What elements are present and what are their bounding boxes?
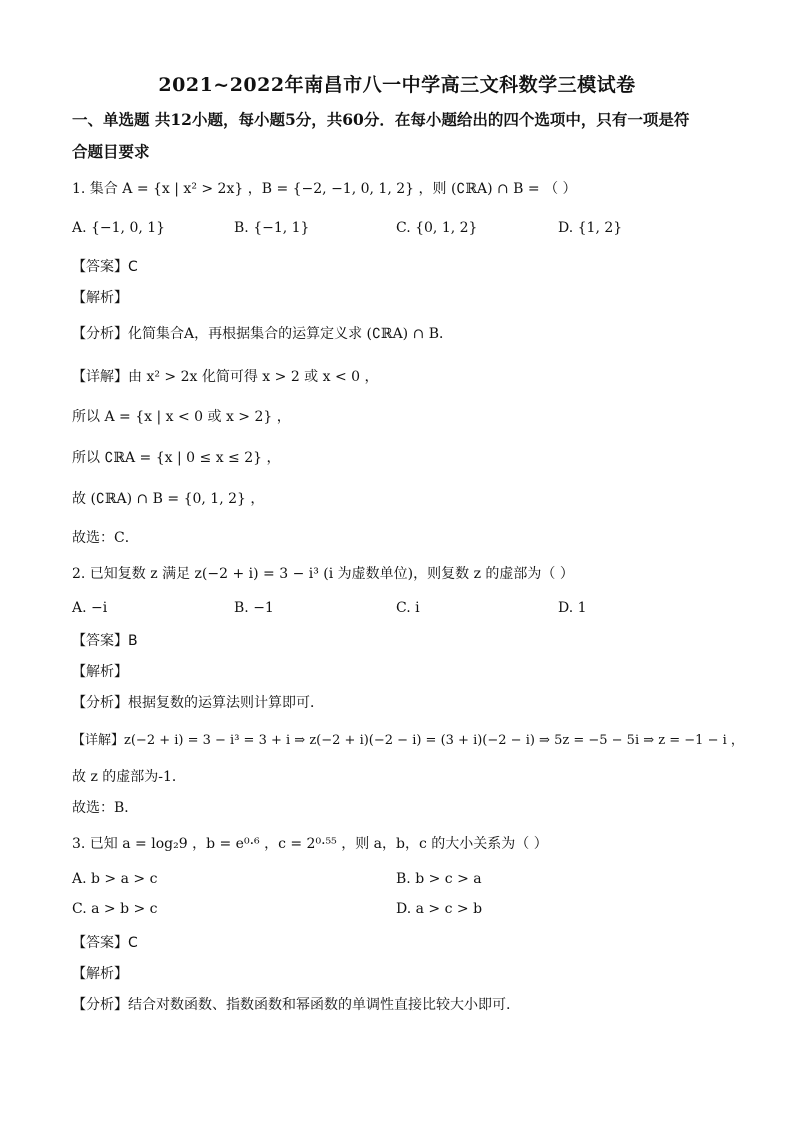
q1-option-c: C. {0, 1, 2} bbox=[396, 220, 478, 236]
q1-detail-3: 所以 ∁ℝA = {x | 0 ≤ x ≤ 2} ， bbox=[72, 450, 281, 466]
q3-analysis-label: 【解析】 bbox=[72, 966, 128, 982]
q2-detail-2: 故 z 的虚部为-1． bbox=[72, 769, 186, 785]
q1-stem: 1. 集合 A = {x | x² > 2x} ，B = {−2, −1, 0, 1, 2} ，则 (∁ℝA) ∩ B = （ ） bbox=[72, 181, 577, 197]
q2-fenxi: 【分析】根据复数的运算法则计算即可． bbox=[72, 695, 324, 711]
q1-detail-2: 所以 A = {x | x < 0 或 x > 2} ， bbox=[72, 409, 291, 425]
q3-option-d: D. a > c > b bbox=[396, 901, 483, 917]
q2-stem: 2. 已知复数 z 满足 z(−2 + i) = 3 − i³ (i 为虚数单位)，则复数 z 的虚部为（ ） bbox=[72, 566, 574, 582]
q3-stem: 3. 已知 a = log₂9 ，b = e⁰·⁶ ，c = 2⁰·⁵⁵ ，则 a，b，c 的大小关系为（ ） bbox=[72, 836, 548, 852]
q1-option-b: B. {−1, 1} bbox=[234, 220, 310, 236]
q2-analysis-label: 【解析】 bbox=[72, 664, 128, 680]
q2-option-c: C. i bbox=[396, 600, 420, 616]
q2-answer: 【答案】B bbox=[72, 633, 138, 649]
q3-answer: 【答案】C bbox=[72, 935, 138, 951]
q1-option-d: D. {1, 2} bbox=[558, 220, 623, 236]
q3-option-c: C. a > b > c bbox=[72, 901, 158, 917]
q1-option-a: A. {−1, 0, 1} bbox=[72, 220, 166, 236]
section-heading-line1: 一、单选题 共12小题，每小题5分，共60分．在每小题给出的四个选项中，只有一项是符 bbox=[72, 110, 690, 129]
q2-detail-3: 故选：B． bbox=[72, 800, 139, 816]
q3-option-b: B. b > c > a bbox=[396, 871, 482, 887]
q1-analysis-label: 【解析】 bbox=[72, 290, 128, 306]
q1-answer: 【答案】C bbox=[72, 259, 138, 275]
q1-fenxi: 【分析】化简集合A，再根据集合的运算定义求 (∁ℝA) ∩ B． bbox=[72, 326, 454, 342]
q3-option-a: A. b > a > c bbox=[72, 871, 158, 887]
q1-detail-1: 【详解】由 x² > 2x 化简可得 x > 2 或 x < 0 ， bbox=[72, 369, 379, 385]
q1-detail-5: 故选：C． bbox=[72, 530, 139, 546]
q1-detail-4: 故 (∁ℝA) ∩ B = {0, 1, 2} ， bbox=[72, 491, 265, 507]
q2-detail-1: 【详解】z(−2 + i) = 3 − i³ = 3 + i ⇒ z(−2 + i)(−2 − i) = (3 + i)(−2 − i) ⇒ 5z = −5 − 5i ⇒ z = −1 − i ， bbox=[72, 733, 744, 748]
q3-fenxi: 【分析】结合对数函数、指数函数和幂函数的单调性直接比较大小即可. bbox=[72, 997, 511, 1013]
page-title: 2021~2022年南昌市八一中学高三文科数学三模试卷 bbox=[158, 74, 636, 96]
q2-option-b: B. −1 bbox=[234, 600, 274, 616]
q2-option-d: D. 1 bbox=[558, 600, 587, 616]
q2-option-a: A. −i bbox=[72, 600, 108, 616]
section-heading-line2: 合题目要求 bbox=[72, 142, 150, 161]
